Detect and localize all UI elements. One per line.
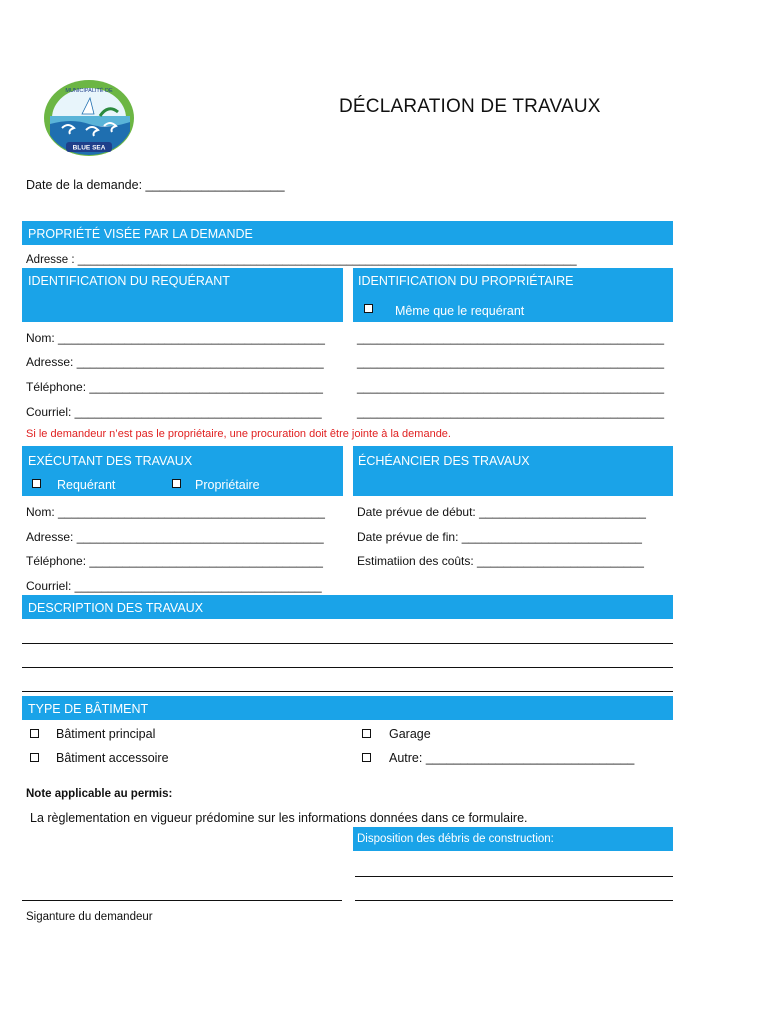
debris-section-header [353, 827, 673, 851]
applicant-header-label: IDENTIFICATION DU REQUÉRANT [28, 274, 230, 288]
executor-section-header [22, 446, 343, 496]
other-building-checkbox[interactable] [362, 753, 371, 762]
description-line[interactable] [22, 643, 673, 644]
owner-address-field[interactable]: ______________________________________________ [357, 355, 664, 369]
executor-header-label: EXÉCUTANT DES TRAVAUX [28, 454, 193, 468]
applicant-email-field[interactable]: Courriel: _____________________________________ [26, 405, 322, 419]
applicant-address-field[interactable]: Adresse: _____________________________________ [26, 355, 324, 369]
schedule-header-label: ÉCHÉANCIER DES TRAVAUX [358, 454, 530, 468]
debris-line[interactable] [355, 900, 673, 901]
executor-applicant-label: Requérant [57, 478, 116, 492]
applicant-name-field[interactable]: Nom: ________________________________________ [26, 331, 325, 345]
executor-applicant-checkbox[interactable] [32, 479, 41, 488]
owner-header-label: IDENTIFICATION DU PROPRIÉTAIRE [358, 274, 574, 288]
start-date-field[interactable]: Date prévue de début: _________________________ [357, 505, 646, 519]
signature-label: Siganture du demandeur [26, 911, 153, 923]
owner-section-header [353, 268, 673, 322]
logo-top-text: MUNICIPALITÉ DE [65, 88, 113, 94]
owner-name-field[interactable]: ______________________________________________ [357, 331, 664, 345]
permit-note-text: La règlementation en vigueur prédomine sur les informations données dans ce formulaire. [30, 811, 528, 825]
executor-address-field[interactable]: Adresse: _____________________________________ [26, 530, 324, 544]
executor-email-field[interactable]: Courriel: _____________________________________ [26, 579, 322, 593]
executor-name-field[interactable]: Nom: ________________________________________ [26, 505, 325, 519]
executor-owner-checkbox[interactable] [172, 479, 181, 488]
main-building-checkbox[interactable] [30, 729, 39, 738]
accessory-building-label: Bâtiment accessoire [56, 751, 169, 765]
request-date-field[interactable]: Date de la demande: ____________________ [26, 178, 285, 192]
owner-warning-text: Si le demandeur n’est pas le propriétaire, une procuration doit être jointe à la demande. [26, 428, 451, 440]
end-date-field[interactable]: Date prévue de fin: ___________________________ [357, 530, 642, 544]
accessory-building-checkbox[interactable] [30, 753, 39, 762]
description-header-label: DESCRIPTION DES TRAVAUX [28, 601, 204, 615]
executor-phone-field[interactable]: Téléphone: ___________________________________ [26, 554, 323, 568]
applicant-section-header [22, 268, 343, 322]
executor-owner-label: Propriétaire [195, 478, 260, 492]
description-line[interactable] [22, 691, 673, 692]
building-type-header-label: TYPE DE BÂTIMENT [28, 702, 149, 716]
property-address-field[interactable]: Adresse : ______________________________________________________________________________ [26, 254, 577, 266]
debris-header-label: Disposition des débris de construction: [357, 833, 554, 845]
signature-line[interactable] [22, 900, 342, 901]
page-title: DÉCLARATION DE TRAVAUX [339, 96, 601, 117]
property-section-header [22, 221, 673, 245]
same-as-applicant-checkbox[interactable] [364, 304, 373, 313]
municipality-logo [42, 78, 136, 160]
other-building-field[interactable]: Autre: ______________________________ [389, 751, 635, 765]
owner-phone-field[interactable]: ______________________________________________ [357, 380, 664, 394]
cost-estimate-field[interactable]: Estimatiion des coûts: _________________________ [357, 554, 644, 568]
same-as-applicant-label: Même que le requérant [395, 304, 525, 318]
garage-checkbox[interactable] [362, 729, 371, 738]
garage-label: Garage [389, 727, 431, 741]
main-building-label: Bâtiment principal [56, 727, 156, 741]
schedule-section-header [353, 446, 673, 496]
permit-note-label: Note applicable au permis: [26, 788, 173, 800]
description-section-header [22, 595, 673, 619]
owner-email-field[interactable]: ______________________________________________ [357, 405, 664, 419]
logo-bottom-text: BLUE SEA [72, 144, 106, 152]
description-line[interactable] [22, 667, 673, 668]
applicant-phone-field[interactable]: Téléphone: ___________________________________ [26, 380, 323, 394]
building-type-section-header [22, 696, 673, 720]
property-header-label: PROPRIÉTÉ VISÉE PAR LA DEMANDE [28, 227, 253, 241]
debris-line[interactable] [355, 876, 673, 877]
